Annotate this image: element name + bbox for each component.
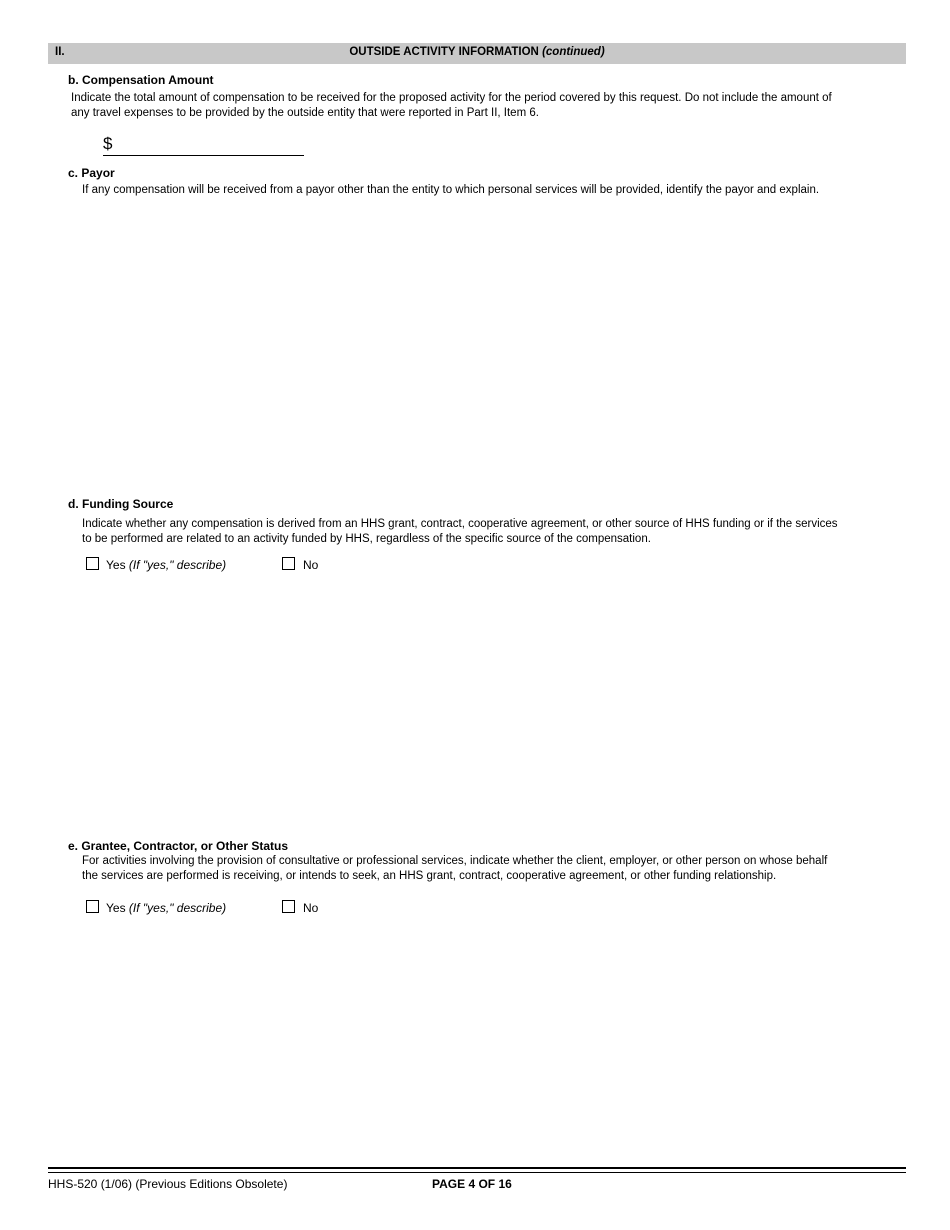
grantee-status-description-line1: For activities involving the provision of consultative or professional services, indicate whether the client, employer, or other person on whose behalf: [82, 855, 828, 867]
payor-response-textarea[interactable]: [82, 204, 902, 484]
funding-source-description-line2: to be performed are related to an activity funded by HHS, regardless of the specific source of the compensation.: [82, 533, 651, 545]
funding-source-description-line1: Indicate whether any compensation is derived from an HHS grant, contract, cooperative agreement, or other source of HHS funding or if the services: [82, 518, 838, 530]
section-title-text: OUTSIDE ACTIVITY INFORMATION: [349, 46, 539, 58]
amount-underline: [103, 155, 304, 156]
form-identifier: HHS-520 (1/06) (Previous Editions Obsolete): [48, 1177, 288, 1191]
grantee-status-yes-checkbox[interactable]: [86, 900, 99, 913]
funding-source-no-label: No: [303, 558, 319, 572]
yes-hint: (If "yes," describe): [128, 558, 227, 572]
funding-source-no-checkbox[interactable]: [282, 557, 295, 570]
footer-rule-thick: [48, 1167, 906, 1169]
page-number: PAGE 4 OF 16: [432, 1177, 512, 1191]
yes-hint: (If "yes," describe): [128, 901, 227, 915]
grantee-status-description-line2: the services are performed is receiving, or intends to seek, an HHS grant, contract, cooperative agreement, or other funding relationship.: [82, 870, 777, 882]
funding-source-label: d. Funding Source: [68, 497, 174, 511]
compensation-label: b. Compensation Amount: [68, 73, 214, 87]
dollar-sign: $: [103, 134, 113, 153]
payor-description: If any compensation will be received from a payor other than the entity to which personal services will be provided, identify the payor and explain.: [82, 184, 820, 196]
grantee-status-no-checkbox[interactable]: [282, 900, 295, 913]
funding-source-yes-label: [106, 558, 226, 572]
compensation-amount-field: [103, 134, 304, 155]
section-title: [48, 46, 906, 58]
grantee-status-response-textarea[interactable]: [82, 925, 902, 1155]
compensation-description-line2: any travel expenses to be provided by the outside entity that were reported in Part II, Item 6.: [71, 107, 539, 119]
section-title-suffix: (continued): [542, 46, 605, 58]
grantee-status-no-label: No: [303, 901, 319, 915]
funding-source-response-textarea[interactable]: [82, 582, 902, 827]
grantee-status-label: e. Grantee, Contractor, or Other Status: [68, 839, 289, 853]
payor-label: c. Payor: [68, 166, 115, 180]
compensation-description-line1: Indicate the total amount of compensation to be received for the proposed activity for the period covered by this request. Do not include the amount of: [71, 92, 832, 104]
yes-text: Yes: [106, 558, 126, 572]
footer-rule-thin: [48, 1172, 906, 1173]
section-number: II.: [55, 46, 65, 58]
yes-text: Yes: [106, 901, 126, 915]
compensation-amount-input[interactable]: [121, 136, 301, 154]
grantee-status-yes-label: [106, 901, 226, 915]
section-header-bar: [48, 43, 906, 64]
funding-source-yes-checkbox[interactable]: [86, 557, 99, 570]
